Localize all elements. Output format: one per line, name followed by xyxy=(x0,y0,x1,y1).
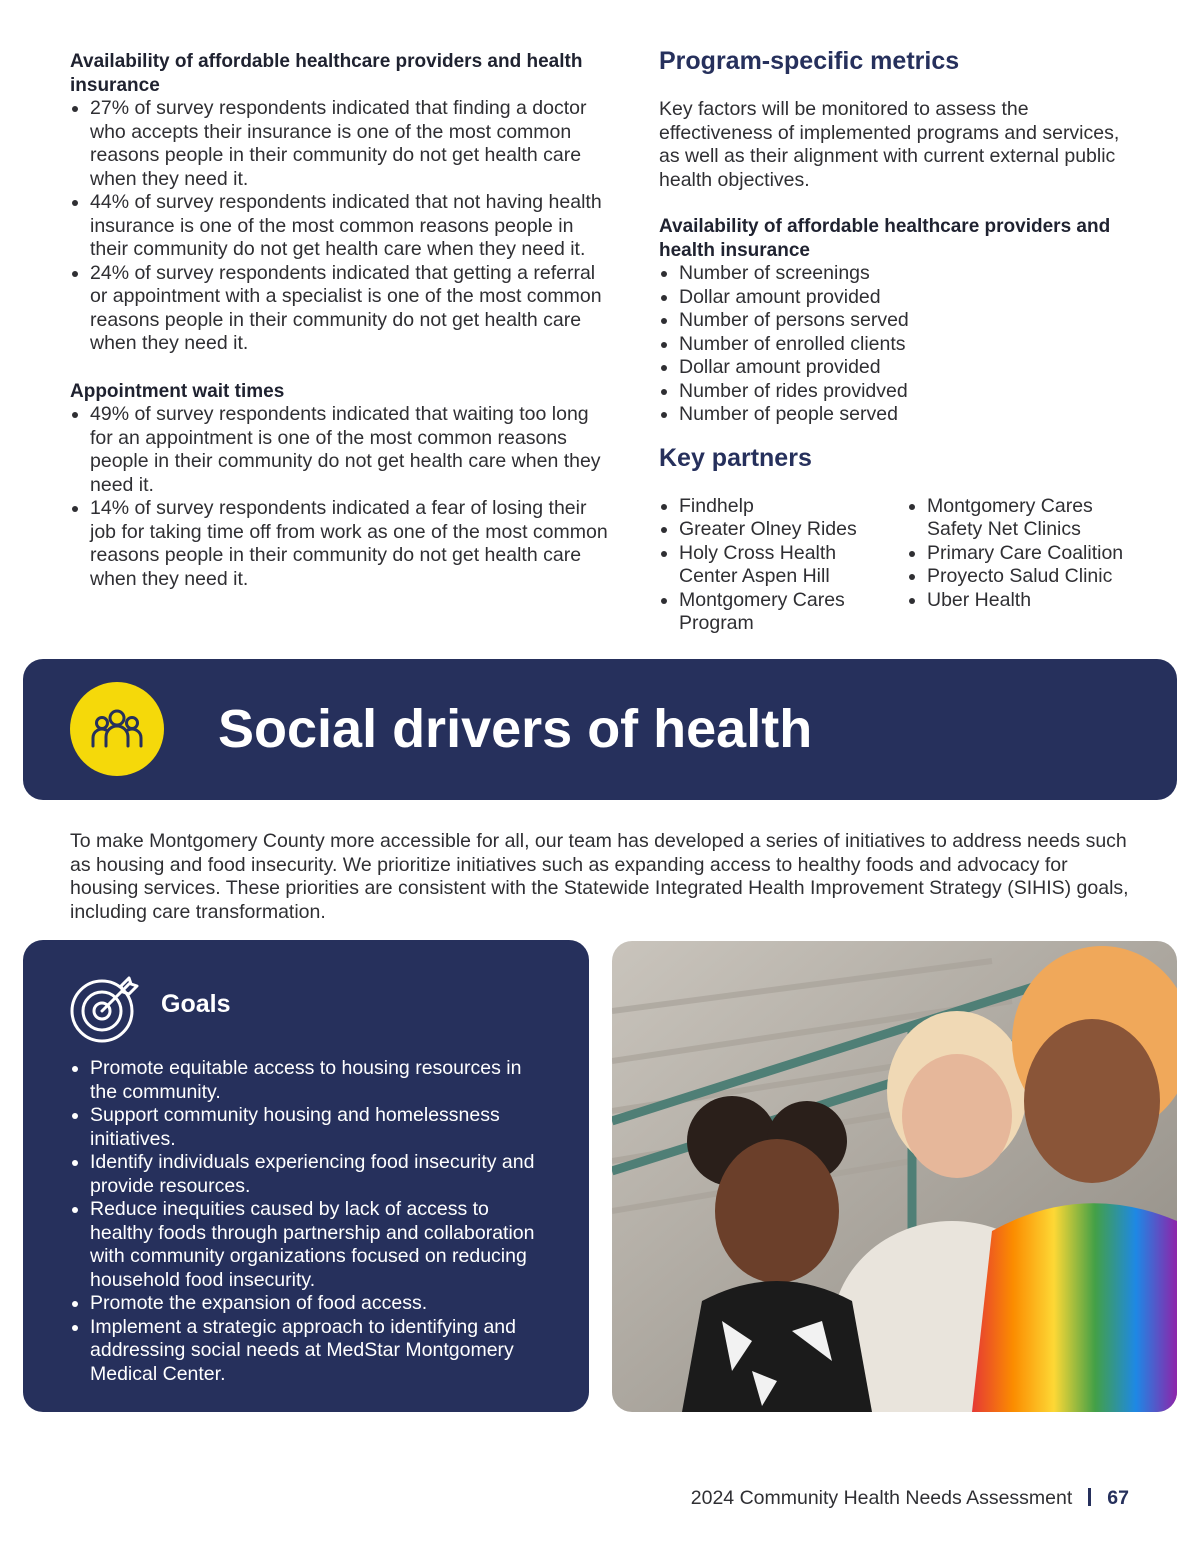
metrics-bullets xyxy=(659,262,1139,427)
list-item: Montgomery Cares Program xyxy=(659,589,879,636)
metrics-intro: Key factors will be monitored to assess the effectiveness of implemented programs and services, as well as their alignment with current external public health objectives. xyxy=(659,98,1120,191)
list-item: 49% of survey respondents indicated that waiting too long for an appointment is one of the most common reasons people in their community do not get health care when they need it. xyxy=(70,403,610,497)
list-item: Proyecto Salud Clinic xyxy=(907,565,1139,589)
left-column xyxy=(70,50,610,591)
list-item: Number of people served xyxy=(659,403,1139,427)
list-item: Promote the expansion of food access. xyxy=(70,1292,550,1316)
list-item: 27% of survey respondents indicated that finding a doctor who accepts their insurance is one of the most common reasons people in their community do not get health care when they need it. xyxy=(70,97,610,191)
partners-list xyxy=(659,495,1139,636)
list-item: Identify individuals experiencing food insecurity and provide resources. xyxy=(70,1151,550,1198)
people-group-icon xyxy=(70,682,164,776)
list-item: 24% of survey respondents indicated that getting a referral or appointment with a specialist is one of the most common reasons people in their community do not get health care when they need it. xyxy=(70,262,610,356)
list-item: Number of persons served xyxy=(659,309,1139,333)
list-item: Number of enrolled clients xyxy=(659,333,1139,357)
list-item: Greater Olney Rides xyxy=(659,518,879,542)
footer-title: 2024 Community Health Needs Assessment xyxy=(690,1487,1073,1509)
list-item: Promote equitable access to housing resources in the community. xyxy=(70,1057,550,1104)
partners-heading: Key partners xyxy=(659,443,812,472)
list-item: Primary Care Coalition xyxy=(907,542,1139,566)
target-arrow-icon xyxy=(69,970,143,1049)
photo-three-friends-laughing xyxy=(612,941,1177,1412)
list-item: 14% of survey respondents indicated a fear of losing their job for taking time off from work as one of the most common reasons people in their community do not get health care when they need it. xyxy=(70,497,610,591)
list-item: Reduce inequities caused by lack of access to healthy foods through partnership and collaboration with community organizations focused on reducing household food insecurity. xyxy=(70,1198,550,1292)
right-column xyxy=(659,44,1139,636)
list-item: Uber Health xyxy=(907,589,1139,613)
footer-divider xyxy=(1088,1488,1091,1506)
list-item: Dollar amount provided xyxy=(659,356,1139,380)
list-item: 44% of survey respondents indicated that not having health insurance is one of the most common reasons people in their community do not get health care when they need it. xyxy=(70,191,610,262)
list-item: Montgomery Cares Safety Net Clinics xyxy=(907,495,1139,542)
page-number: 67 xyxy=(1107,1487,1129,1509)
partners-col-2 xyxy=(907,495,1139,636)
section-banner xyxy=(23,659,1177,800)
page-footer xyxy=(691,1486,1129,1510)
goals-card xyxy=(23,940,589,1412)
goals-title: Goals xyxy=(161,990,231,1018)
list-item: Findhelp xyxy=(659,495,879,519)
wait-bullets xyxy=(70,403,610,591)
list-item: Number of rides providved xyxy=(659,380,1139,404)
partners-col-1 xyxy=(659,495,879,636)
list-item: Dollar amount provided xyxy=(659,286,1139,310)
wait-heading: Appointment wait times xyxy=(70,380,285,402)
section-intro: To make Montgomery County more accessible for all, our team has developed a series of initiatives to address needs such as housing and food insecurity. We prioritize initiatives such as expanding access to healthy foods and advocacy for housing services. These priorities are consistent with the Statewide Integrated Health Improvement Strategy (SIHIS) goals, including care transformation. xyxy=(70,830,1129,923)
metrics-subheading: Availability of affordable healthcare providers and health insurance xyxy=(659,216,1111,261)
list-item: Implement a strategic approach to identifying and addressing social needs at MedStar Montgomery Medical Center. xyxy=(70,1316,550,1387)
list-item: Support community housing and homelessness initiatives. xyxy=(70,1104,550,1151)
goals-bullets xyxy=(70,1057,550,1386)
access-heading: Availability of affordable healthcare providers and health insurance xyxy=(70,51,583,96)
metrics-heading: Program-specific metrics xyxy=(659,47,960,75)
list-item: Number of screenings xyxy=(659,262,1139,286)
access-bullets xyxy=(70,97,610,356)
list-item: Holy Cross Health Center Aspen Hill xyxy=(659,542,879,589)
section-title: Social drivers of health xyxy=(218,699,813,759)
